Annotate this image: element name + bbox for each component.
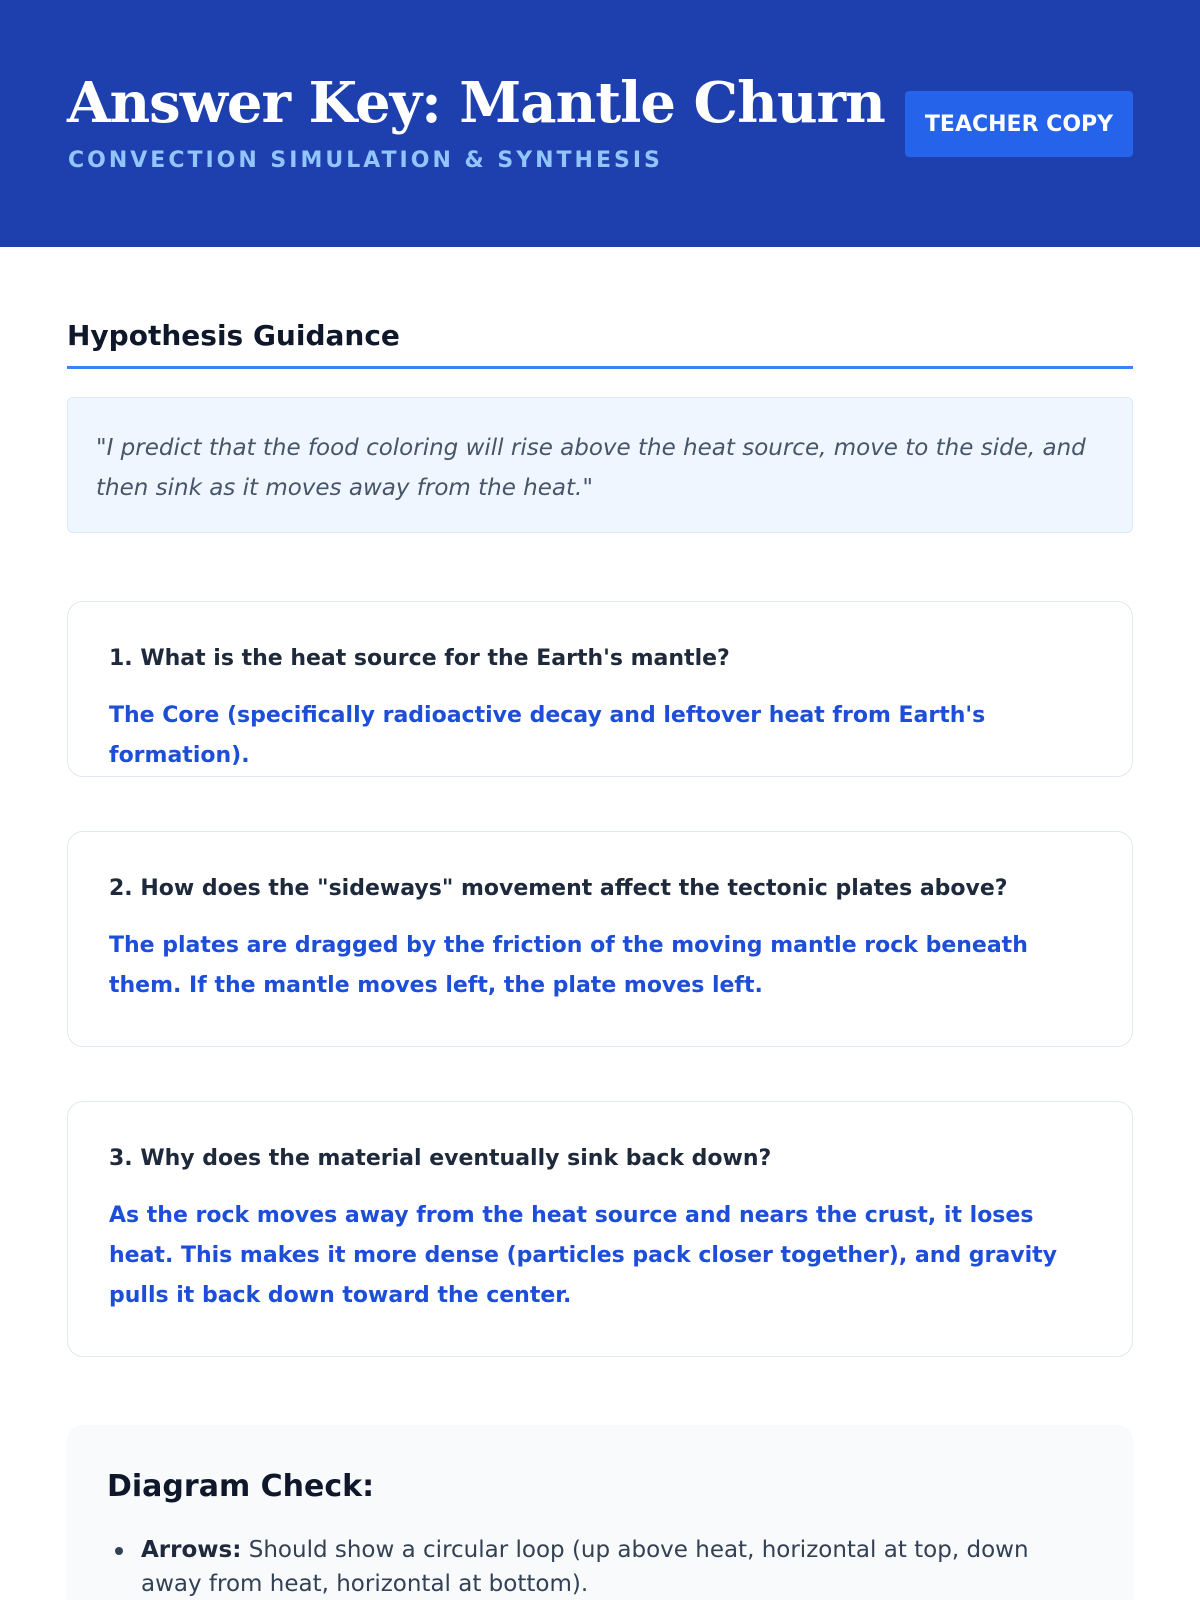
question-card-1 <box>67 601 1133 777</box>
list-item <box>107 1533 1093 1600</box>
hypothesis-heading: Hypothesis Guidance <box>67 319 400 352</box>
question-card-2 <box>67 831 1133 1047</box>
answer-text: The plates are dragged by the friction of the moving mantle rock beneath them. If the mantle moves left, the plate moves left. <box>109 933 1028 998</box>
teacher-copy-badge: TEACHER COPY <box>905 91 1133 157</box>
diagram-check-box <box>67 1425 1133 1600</box>
question-card-3 <box>67 1101 1133 1357</box>
list-item-text: Should show a circular loop (up above heat, horizontal at top, down away from heat, horizontal at bottom). <box>141 1537 1029 1597</box>
hypothesis-quote: "I predict that the food coloring will rise above the heat source, move to the side, and then sink as it moves away from the heat." <box>96 435 1086 501</box>
diagram-check-list <box>107 1533 1093 1600</box>
question-text: 2. How does the "sideways" movement affect the tectonic plates above? <box>109 876 1008 901</box>
question-text: 3. Why does the material eventually sink back down? <box>109 1146 772 1171</box>
header-banner <box>0 0 1200 247</box>
page-subtitle: CONVECTION SIMULATION & SYNTHESIS <box>68 148 663 173</box>
page-title: Answer Key: Mantle Churn <box>67 70 885 136</box>
section-divider <box>67 366 1133 369</box>
diagram-check-heading: Diagram Check: <box>107 1469 375 1504</box>
list-item-lead: Arrows: <box>141 1537 242 1563</box>
bullet-icon <box>115 1547 123 1555</box>
answer-text: As the rock moves away from the heat source and nears the crust, it loses heat. This makes it more dense (particles pack closer together), and gravity pulls it back down toward the center. <box>109 1203 1057 1308</box>
answer-text: The Core (specifically radioactive decay and leftover heat from Earth's formation). <box>109 703 986 768</box>
hypothesis-quote-box <box>67 397 1133 533</box>
question-text: 1. What is the heat source for the Earth's mantle? <box>109 646 730 671</box>
